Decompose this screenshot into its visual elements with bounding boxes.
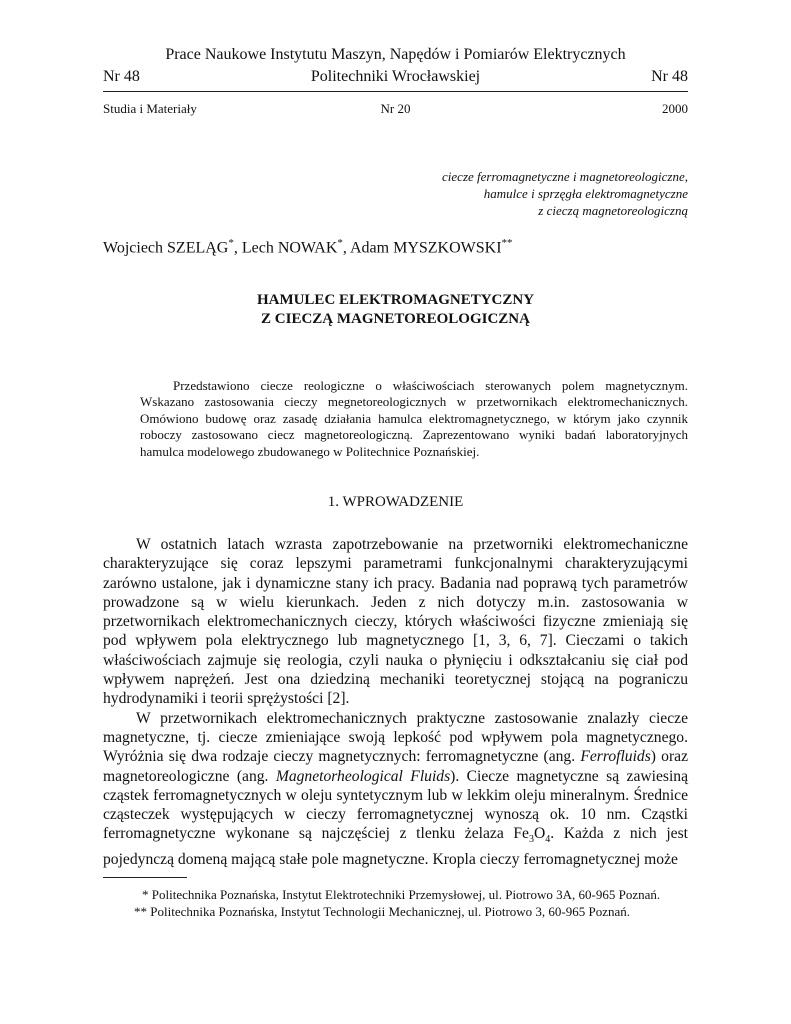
journal-name: Prace Naukowe Instytutu Maszyn, Napędów i Pomiarów Elektrycznych bbox=[165, 46, 626, 63]
term-italic: Magnetorheological Fluids bbox=[275, 767, 451, 785]
title-line: HAMULEC ELEKTROMAGNETYCZNY bbox=[256, 292, 535, 308]
author-2: , Lech NOWAK bbox=[233, 239, 338, 257]
text-run: ). Ciecze magnetyczne są zawiesiną cząstek ferromagnetycznych w oleju syntetycznym lub w lekkim oleju mineralnym. Średnice cząsteczek występujących w cieczy ferromagnetycznej wynoszą ok. 10 nm. Cząstki ferromagnetyczne wykonane są najczęściej z tlenku żelaza Fe bbox=[103, 767, 688, 843]
header-rule bbox=[103, 91, 688, 92]
series-name: Studia i Materiały bbox=[103, 101, 197, 116]
paper-title bbox=[0, 291, 791, 329]
author-1: Wojciech SZELĄG bbox=[103, 239, 229, 257]
keywords bbox=[442, 168, 688, 219]
abstract-text: Przedstawiono ciecze reologiczne o właściwościach sterowanych polem magnetycznym. Wskazano zastosowania cieczy megnetoreologicznych w przetwornikach elektromechanicznych. Omówiono budowę oraz zasadę działania hamulca elektromagnetycznego, w którym jako czynnik roboczy zastosowano ciecz magnetoreologiczną. Zaprezentowano wyniki badań laboratoryjnych hamulca modelowego zbudowanego w Politechnice Poznańskiej. bbox=[140, 378, 688, 459]
term-italic: Ferrofluids bbox=[580, 748, 651, 766]
keyword-line: z cieczą magnetoreologiczną bbox=[538, 203, 688, 218]
paragraph-1: W ostatnich latach wzrasta zapotrzebowanie na przetworniki elektromechaniczne charakteryzujące się coraz lepszymi parametrami funkcjonalnymi charakteryzującymi zarówno ustalone, jak i dynamiczne stany ich pracy. Badania nad poprawą tych parametrów prowadzone są w wielu kierunkach. Jeden z nich dotyczy m.in. zastosowania w przetwornikach elektromechanicznych cieczy, których właściwości fizyczne zmieniają się pod wpływem pola elektrycznego lub magnetycznego [1, 3, 6, 7]. Cieczami o takich właściwościach zajmuje się reologia, czyli nauka o płynięciu i odkształcaniu się ciał pod wpływem naprężeń. Jest ona dziedziną mechaniki teoretycznej stojącą na pograniczu hydrodynamiki i teorii sprężystości [2]. bbox=[103, 536, 688, 708]
subscript: 3 bbox=[528, 834, 534, 846]
footnote-1: * Politechnika Poznańska, Instytut Elektrotechniki Przemysłowej, ul. Piotrowo 3A, 60-965 Poznań. bbox=[142, 887, 661, 902]
text-run: W przetwornikach elektromechanicznych praktyczne zastosowanie znalazły ciecze magnetyczne, tj. ciecze zmieniające swoją lepkość pod wpływem pola magnetycznego. Wyróżnia się dwa rodzaje cieczy magnetycznych: ferromagnetyczne (ang. bbox=[103, 709, 688, 766]
author-3: , Adam MYSZKOWSKI bbox=[342, 239, 502, 257]
text-run: ) oraz magnetoreologiczne (ang. bbox=[103, 748, 688, 785]
section-heading: 1. WPROWADZENIE bbox=[327, 494, 464, 510]
issue-number-left: Nr 48 bbox=[103, 68, 140, 85]
journal-institution: Politechniki Wrocławskiej bbox=[310, 68, 481, 85]
title-line: Z CIECZĄ MAGNETOREOLOGICZNĄ bbox=[261, 311, 530, 327]
affiliation-mark: * bbox=[337, 237, 343, 249]
paragraph-2 bbox=[103, 709, 688, 869]
keyword-line: hamulce i sprzęgła elektromagnetyczne bbox=[483, 186, 688, 201]
series-number: Nr 20 bbox=[380, 101, 411, 116]
affiliation-mark: ** bbox=[501, 237, 513, 249]
subscript: 4 bbox=[545, 834, 551, 846]
affiliation-mark: * bbox=[228, 237, 234, 249]
authors bbox=[103, 237, 513, 257]
text-run: . Każda z nich jest pojedynczą domeną mającą stałe pole magnetyczne. Kropla cieczy ferromagnetycznej może bbox=[103, 825, 688, 868]
publication-year: 2000 bbox=[662, 101, 688, 116]
footnote-2: ** Politechnika Poznańska, Instytut Technologii Mechanicznej, ul. Piotrowo 3, 60-965 Poznań. bbox=[134, 904, 631, 919]
body-text bbox=[103, 535, 688, 869]
abstract bbox=[140, 378, 688, 460]
keyword-line: ciecze ferromagnetyczne i magnetoreologiczne, bbox=[442, 169, 688, 184]
footnote-rule bbox=[103, 877, 187, 878]
text-run: O bbox=[533, 825, 546, 843]
issue-number-right: Nr 48 bbox=[651, 68, 688, 85]
